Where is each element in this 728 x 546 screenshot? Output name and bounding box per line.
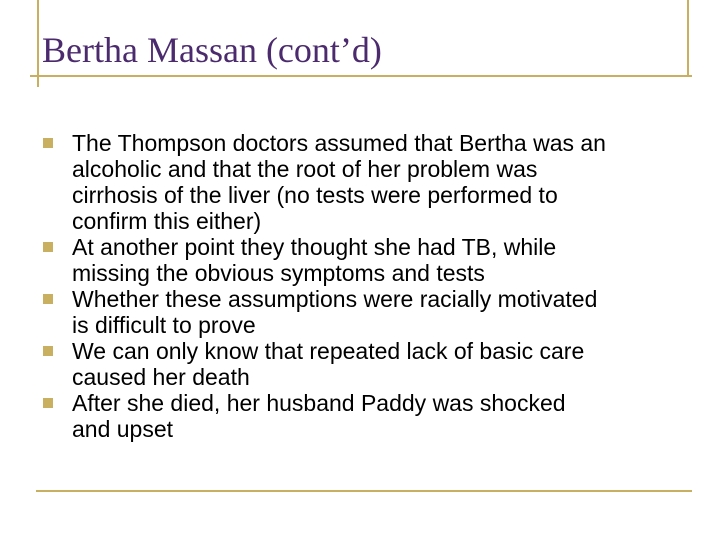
bullet-text-line: Whether these assumptions were racially motivated [72,286,598,312]
bullet-text-line: The Thompson doctors assumed that Bertha was an [72,130,606,156]
bullet-item [0,234,692,286]
bullet-text-line: confirm this either) [72,208,262,234]
left-accent-rule [37,0,39,87]
square-bullet-icon [43,138,53,148]
bullet-text-line: After she died, her husband Paddy was shocked [72,390,566,416]
footer-divider [36,490,692,492]
square-bullet-icon [43,398,53,408]
bullet-item [0,286,692,338]
bullet-text-line: cirrhosis of the liver (no tests were performed to [72,182,558,208]
bullet-item [0,390,692,442]
square-bullet-icon [43,294,53,304]
bullet-item [0,338,692,390]
bullet-text-line: alcoholic and that the root of her problem was [72,156,538,182]
bullet-text-line: At another point they thought she had TB, while [72,234,557,260]
bullet-text-line: is difficult to prove [72,312,256,338]
bullet-item [0,130,692,234]
slide-title: Bertha Massan (cont’d) [42,30,382,70]
square-bullet-icon [43,346,53,356]
title-divider [30,75,692,77]
right-accent-rule [687,0,689,75]
bullet-text-line: missing the obvious symptoms and tests [72,260,485,286]
bullet-text-line: caused her death [72,364,250,390]
bullet-list [0,130,692,442]
bullet-text-line: and upset [72,416,174,442]
square-bullet-icon [43,242,53,252]
bullet-text-line: We can only know that repeated lack of basic care [72,338,585,364]
